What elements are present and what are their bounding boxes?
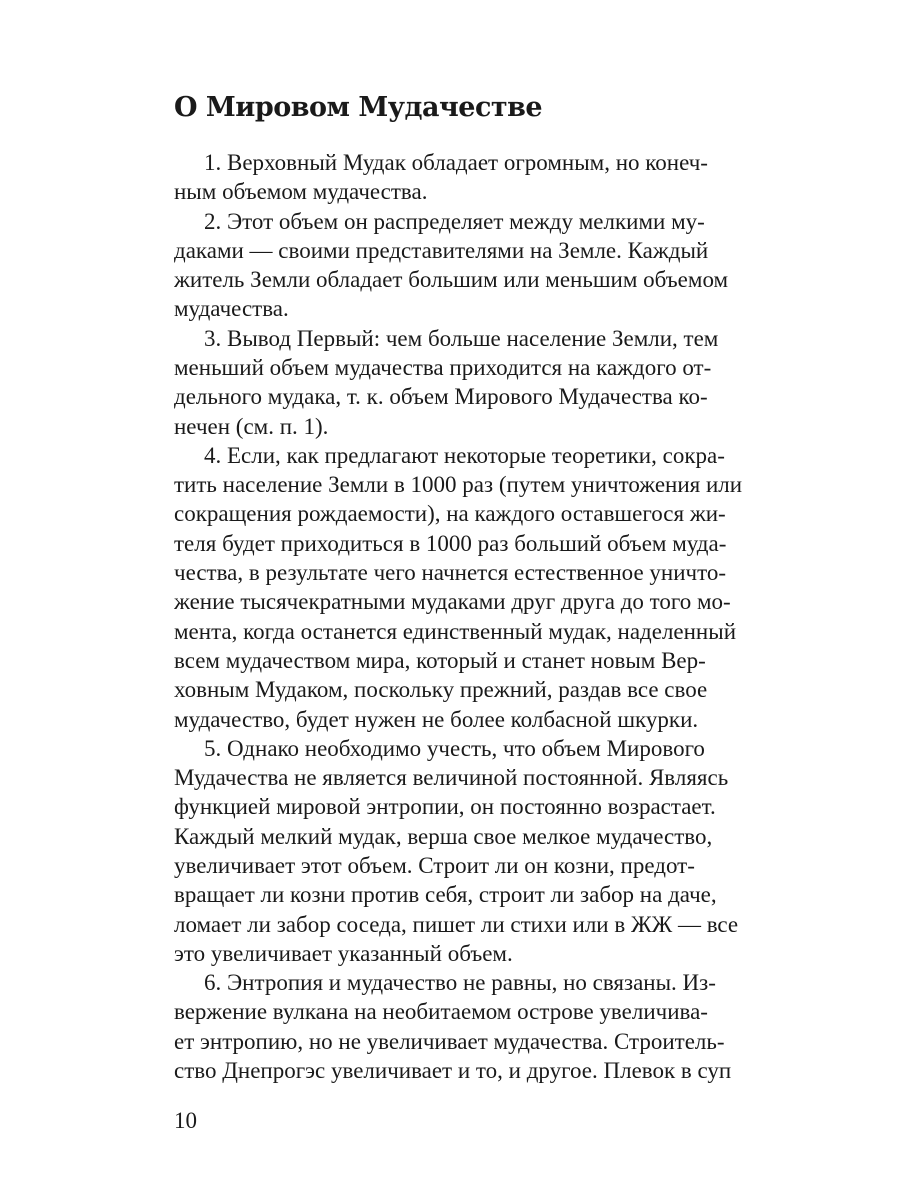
text-line: дельного мудака, т. к. объем Мирового Мудачества ко- bbox=[174, 384, 708, 409]
text-line: ным объемом мудачества. bbox=[174, 179, 428, 204]
text-line: это увеличивает указанный объем. bbox=[174, 941, 513, 966]
text-line: функцией мировой энтропии, он постоянно возрастает. bbox=[174, 794, 716, 819]
page-number: 10 bbox=[174, 1108, 197, 1133]
text-line: 1. Верховный Мудак обладает огромным, но конеч- bbox=[204, 150, 708, 175]
text-line: мудачество, будет нужен не более колбасной шкурки. bbox=[174, 707, 699, 732]
text-line: 2. Этот объем он распределяет между мелкими му- bbox=[204, 209, 705, 234]
text-line: мента, когда останется единственный мудак, наделенный bbox=[174, 619, 737, 644]
text-line: Мудачества не является величиной постоянной. Являясь bbox=[174, 765, 729, 790]
text-line: ховным Мудаком, поскольку прежний, раздав все свое bbox=[174, 677, 708, 702]
text-line: вращает ли козни против себя, строит ли забор на даче, bbox=[174, 882, 717, 907]
chapter-title: О Мировом Мудачестве bbox=[174, 92, 543, 123]
text-line: увеличивает этот объем. Строит ли он козни, предот- bbox=[174, 853, 695, 878]
text-line: всем мудачеством мира, который и станет новым Вер- bbox=[174, 648, 706, 673]
text-line: 4. Если, как предлагают некоторые теоретики, сокра- bbox=[204, 443, 725, 468]
text-line: житель Земли обладает большим или меньшим объемом bbox=[174, 267, 729, 292]
text-line: даками — своими представителями на Земле. Каждый bbox=[174, 238, 709, 263]
text-line: теля будет приходиться в 1000 раз больший объем муда- bbox=[174, 531, 727, 556]
text-line: мудачества. bbox=[174, 296, 289, 321]
text-line: ломает ли забор соседа, пишет ли стихи или в ЖЖ — все bbox=[174, 912, 739, 937]
text-line: 3. Вывод Первый: чем больше население Земли, тем bbox=[204, 326, 719, 351]
text-line: 6. Энтропия и мудачество не равны, но связаны. Из- bbox=[204, 970, 716, 995]
text-line: тить население Земли в 1000 раз (путем уничтожения или bbox=[174, 472, 743, 497]
text-line: чества, в результате чего начнется естественное уничто- bbox=[174, 560, 727, 585]
text-line: Каждый мелкий мудак, верша свое мелкое мудачество, bbox=[174, 824, 713, 849]
text-line: ет энтропию, но не увеличивает мудачества. Строитель- bbox=[174, 1029, 725, 1054]
text-line: вержение вулкана на необитаемом острове увеличива- bbox=[174, 999, 708, 1024]
text-line: ство Днепрогэс увеличивает и то, и другое. Плевок в суп bbox=[174, 1058, 732, 1083]
text-line: 5. Однако необходимо учесть, что объем Мирового bbox=[204, 736, 705, 761]
text-line: нечен (см. п. 1). bbox=[174, 414, 329, 439]
text-line: жение тысячекратными мудаками друг друга до того мо- bbox=[174, 589, 731, 614]
text-line: сокращения рождаемости), на каждого оставшегося жи- bbox=[174, 501, 726, 526]
text-line: меньший объем мудачества приходится на каждого от- bbox=[174, 355, 712, 380]
